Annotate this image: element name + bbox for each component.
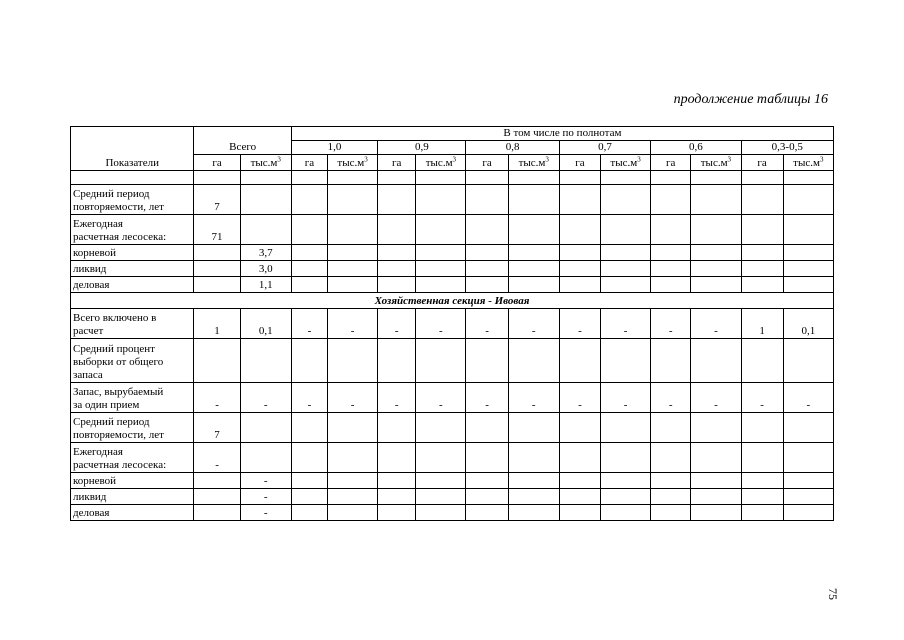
row-label-line: корневой [73,247,117,259]
data-table [70,126,834,521]
table-cell [327,489,377,505]
table-cell [559,473,600,489]
table-cell [291,443,327,473]
row-label-line: повторяемости, лет [73,429,164,441]
table-cell [691,277,741,293]
row-label-line: выборки от общего [73,356,164,368]
table-cell [600,489,650,505]
table-cell [327,505,377,521]
table-cell [508,185,559,215]
header-unit-ha: га [741,155,783,171]
row-label-line: расчетная лесосека: [73,231,167,243]
table-cell: - [240,383,291,413]
table-cell [651,277,691,293]
table-cell: 0,1 [240,309,291,339]
table-cell [466,339,508,383]
table-row [71,277,834,293]
table-cell [240,443,291,473]
table-cell [508,277,559,293]
row-label-line: расчет [73,325,104,337]
table-cell [783,505,833,521]
table-cell: - [240,489,291,505]
table-cell [240,413,291,443]
table-row [71,339,834,383]
table-cell [741,185,783,215]
table-cell [651,489,691,505]
unit-volume-text: тыс.м [793,157,820,169]
table-cell [466,505,508,521]
table-cell: 1,1 [240,277,291,293]
table-cell [559,413,600,443]
table-cell [691,339,741,383]
table-cell [651,339,691,383]
row-label [71,473,194,489]
table-cell [600,505,650,521]
table-cell [783,473,833,489]
table-cell [466,473,508,489]
table-cell [466,277,508,293]
table-cell [378,489,416,505]
table-caption: продолжение таблицы 16 [673,92,828,107]
table-cell [600,443,650,473]
row-label [71,245,194,261]
table-cell [466,215,508,245]
table-cell: - [691,309,741,339]
table-cell: 7 [194,185,240,215]
table-cell [291,505,327,521]
unit-volume-exponent: 3 [727,155,732,164]
table-cell [291,473,327,489]
table-cell [466,261,508,277]
table-cell [783,443,833,473]
table-cell: 7 [194,413,240,443]
table-cell [378,185,416,215]
unit-volume-text: тыс.м [610,157,638,169]
table-cell [600,215,650,245]
row-label [71,261,194,277]
table-cell: - [327,309,377,339]
unit-volume-text: тыс.м [425,157,453,169]
unit-volume-text: тыс.м [337,157,365,169]
table-cell [508,443,559,473]
table-cell [194,473,240,489]
header-unit-ha: га [194,155,240,171]
table-cell [240,185,291,215]
table-cell [508,413,559,443]
table-cell [508,505,559,521]
table-cell [508,215,559,245]
table-row [71,505,834,521]
table-cell [466,443,508,473]
table-cell: - [600,383,650,413]
table-cell [291,413,327,443]
header-density: 0,9 [378,141,466,155]
table-cell [691,473,741,489]
table-cell [559,277,600,293]
table-cell [741,413,783,443]
header-density: 1,0 [291,141,377,155]
table-cell [327,261,377,277]
table-cell: - [741,383,783,413]
table-cell [416,261,466,277]
table-cell: 3,0 [240,261,291,277]
row-label-line: Ежегодная [73,218,123,230]
table-cell [416,185,466,215]
table-cell [741,443,783,473]
row-label [71,383,194,413]
table-cell [741,489,783,505]
table-cell [466,413,508,443]
table-cell [416,339,466,383]
row-label-line: Средний процент [73,343,155,355]
table-cell: - [691,383,741,413]
table-row [71,261,834,277]
header-unit-volume [327,155,377,171]
table-cell [691,413,741,443]
header-density: 0,3-0,5 [741,141,834,155]
table-cell [600,185,650,215]
table-cell [291,185,327,215]
table-cell [327,413,377,443]
header-unit-ha: га [651,155,691,171]
table-cell [651,505,691,521]
table-cell [194,277,240,293]
header-density: 0,8 [466,141,559,155]
table-row [71,309,834,339]
table-cell [378,443,416,473]
unit-volume-exponent: 3 [277,155,281,164]
table-cell: 71 [194,215,240,245]
table-cell [783,245,833,261]
header-unit-volume [416,155,466,171]
table-cell [416,277,466,293]
table-row [71,383,834,413]
table-cell: - [194,443,240,473]
table-cell [600,245,650,261]
table-cell: 1 [194,309,240,339]
table-cell [651,215,691,245]
table-cell [327,215,377,245]
table-row [71,473,834,489]
table-cell [194,339,240,383]
table-cell: - [508,383,559,413]
table-cell [508,261,559,277]
table-cell [327,339,377,383]
table-cell [651,473,691,489]
header-unit-ha: га [378,155,416,171]
table-cell [691,245,741,261]
table-cell: - [291,383,327,413]
table-row [71,413,834,443]
table-cell [240,215,291,245]
table-cell: - [194,383,240,413]
row-label-line: Всего включено в [73,312,157,324]
header-unit-volume [691,155,741,171]
row-label [71,277,194,293]
table-cell [327,443,377,473]
table-cell [691,185,741,215]
unit-volume-exponent: 3 [364,155,368,164]
table-cell [741,245,783,261]
table-cell [378,245,416,261]
table-cell: - [240,505,291,521]
row-label-line: Средний период [73,188,150,200]
unit-volume-text: тыс.м [518,157,546,169]
table-cell [783,261,833,277]
table-cell: - [508,309,559,339]
row-label-line: за один прием [73,399,140,411]
table-cell [378,473,416,489]
table-cell [559,489,600,505]
table-cell [378,215,416,245]
table-cell: - [416,309,466,339]
table-cell [416,443,466,473]
unit-volume-text: тыс.м [700,157,728,169]
header-total: Всего [194,127,291,155]
row-label-line: Запас, вырубаемый [73,386,164,398]
row-label-line: деловая [73,279,110,291]
table-cell [378,505,416,521]
table-cell: - [651,309,691,339]
table-cell [651,261,691,277]
table-cell [327,245,377,261]
table-cell [378,261,416,277]
table-cell [559,339,600,383]
table-cell: - [378,383,416,413]
row-label-line: ликвид [73,263,107,275]
table-cell [240,339,291,383]
unit-volume-exponent: 3 [637,155,641,164]
row-label-line: Средний период [73,416,150,428]
table-cell [651,245,691,261]
row-label [71,215,194,245]
row-label [71,413,194,443]
table-cell [783,413,833,443]
unit-volume-exponent: 3 [819,155,824,164]
table-cell [291,215,327,245]
table-cell: 3,7 [240,245,291,261]
row-label [71,505,194,521]
table-cell [416,489,466,505]
table-row [71,215,834,245]
table-cell [691,443,741,473]
table-cell: 1 [741,309,783,339]
table-cell [194,489,240,505]
header-density: 0,7 [559,141,650,155]
table-row [71,245,834,261]
table-row [71,489,834,505]
table-cell [559,443,600,473]
table-row [71,185,834,215]
table-cell [651,413,691,443]
table-cell: - [600,309,650,339]
row-label-line: повторяемости, лет [73,201,164,213]
table-cell [327,185,377,215]
table-cell [291,277,327,293]
row-label-line: запаса [73,369,103,381]
table-cell: - [291,309,327,339]
header-unit-ha: га [466,155,508,171]
table-cell [600,473,650,489]
unit-volume-exponent: 3 [545,155,549,164]
table-cell: - [466,309,508,339]
table-cell: - [327,383,377,413]
unit-volume-text: тыс.м [250,157,278,169]
table-cell [194,261,240,277]
table-cell [783,215,833,245]
header-unit-ha: га [291,155,327,171]
table-cell [559,185,600,215]
table-cell [508,339,559,383]
table-cell [416,245,466,261]
table-cell [466,185,508,215]
row-label [71,309,194,339]
table-cell [559,245,600,261]
table-cell [508,245,559,261]
table-cell [600,261,650,277]
table-cell: - [240,473,291,489]
table-cell [416,505,466,521]
table-cell [559,215,600,245]
section-title: Хозяйственная секция - Ивовая [71,293,834,309]
table-cell [378,339,416,383]
row-label-line: расчетная лесосека: [73,459,167,471]
table-cell [741,277,783,293]
header-unit-volume [508,155,559,171]
table-cell: 0,1 [783,309,833,339]
row-label-line: ликвид [73,491,107,503]
table-cell [741,215,783,245]
header-unit-volume [240,155,291,171]
table-cell [291,339,327,383]
header-by-density: В том числе по полнотам [291,127,833,141]
header-density: 0,6 [651,141,741,155]
table-cell [651,443,691,473]
row-label [71,339,194,383]
table-cell [600,277,650,293]
table-cell [378,413,416,443]
table-cell [508,473,559,489]
table-cell [691,261,741,277]
table-cell [691,505,741,521]
header-indicators: Показатели [71,127,194,171]
table-cell [783,339,833,383]
table-cell [416,413,466,443]
table-cell [600,339,650,383]
row-label [71,185,194,215]
table-cell: - [559,383,600,413]
table-cell [741,261,783,277]
table-cell [783,185,833,215]
table-cell [691,489,741,505]
table-cell [291,489,327,505]
spacer-row [71,171,834,185]
table-cell [651,185,691,215]
row-label-line: Ежегодная [73,446,123,458]
table-cell [466,245,508,261]
table-cell [783,277,833,293]
header-unit-ha: га [559,155,600,171]
table-cell [327,473,377,489]
table-cell [416,473,466,489]
section-row [71,293,834,309]
table-cell [378,277,416,293]
table-cell [600,413,650,443]
table-cell [291,245,327,261]
page-number: 75 [826,588,840,600]
header-unit-volume [600,155,650,171]
table-cell [194,505,240,521]
table-cell [194,245,240,261]
table-cell [559,261,600,277]
table-cell [508,489,559,505]
table-cell: - [378,309,416,339]
table-cell [416,215,466,245]
table-cell: - [559,309,600,339]
row-label-line: деловая [73,507,110,519]
table-cell [327,277,377,293]
table-cell: - [466,383,508,413]
unit-volume-exponent: 3 [452,155,457,164]
table-cell [559,505,600,521]
table-cell [691,215,741,245]
table-cell [783,489,833,505]
table-cell: - [651,383,691,413]
table-cell [741,505,783,521]
table-cell [466,489,508,505]
row-label [71,489,194,505]
header-unit-volume [783,155,833,171]
row-label-line: корневой [73,475,117,487]
table-cell [741,473,783,489]
table-cell [741,339,783,383]
row-label [71,443,194,473]
table-cell: - [416,383,466,413]
table-cell: - [783,383,833,413]
table-cell [291,261,327,277]
table-row [71,443,834,473]
